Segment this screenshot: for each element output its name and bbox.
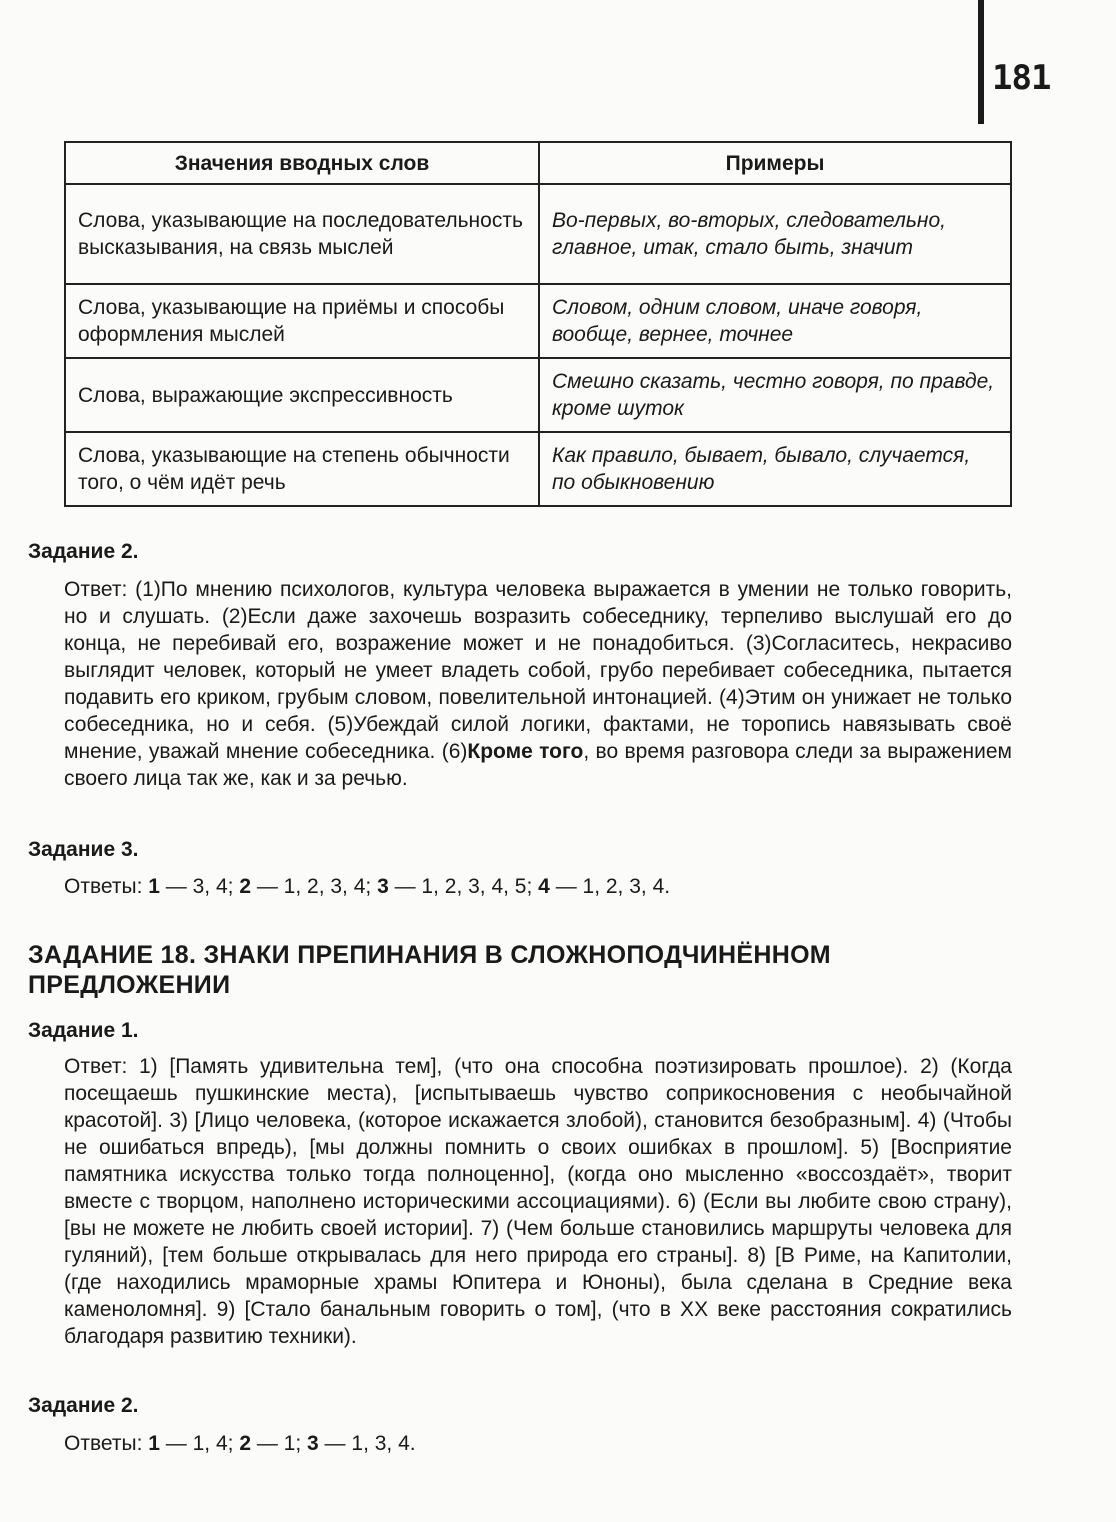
task-1-answer: Ответ: 1) [Память удивительна тем], (что она способна поэтизировать прошлое). 2) (Когда посещаешь пушкинские места), [испытываешь чувство соприкосновения с необычайной красотой]. 3) [Лицо человека, (которое искажается злобой), становится безобразным]. 4) (Чтобы не ошибаться впредь), [мы должны помнить о своих ошибках в прошлом]. 5) [Восприятие памятника искусства только тогда полноценно], (когда оно мысленно «воссоздаёт», творит вместе с творцом, наполнено историческими ассоциациями). 6) (Если вы любите свою страну), [вы не можете не любить своей истории]. 7) (Чем больше становились маршруты человека для гуляний), [тем больше открывалась для него природа его страны]. 8) [В Риме, на Капитолии, (где находились мраморные храмы Юпитера и Юноны), была сделана в Средние века каменоломня]. 9) [Стало банальным говорить о том], (что в XX веке расстояния сократились благодаря развитию техники). (64, 1055, 1012, 1348)
table-header-meanings: Значения вводных слов (65, 142, 539, 184)
page-number: 181 (992, 58, 1051, 98)
table-row (65, 184, 1011, 284)
table-cell-examples: Словом, одним словом, иначе говоря, вообще, вернее, точнее (539, 284, 1011, 358)
answer-values: — 1; (251, 1432, 308, 1455)
answer-values: — 1, 2, 3, 4. (549, 875, 671, 898)
task-1-title: Задание 1. (28, 1019, 139, 1042)
table-cell-meaning: Слова, указывающие на степень обычности того, о чём идёт речь (65, 432, 539, 506)
answer-number: 3 (307, 1432, 319, 1455)
task-2-answer-bold: Кроме того (467, 740, 584, 763)
task-2-title: Задание 2. (28, 540, 139, 563)
table-row (65, 284, 1011, 358)
table-cell-examples: Во-первых, во-вторых, следовательно, главное, итак, стало быть, значит (539, 184, 1011, 284)
table-cell-examples: Смешно сказать, честно говоря, по правде, кроме шуток (539, 358, 1011, 432)
table-row (65, 432, 1011, 506)
table-cell-meaning: Слова, указывающие на приёмы и способы оформления мыслей (65, 284, 539, 358)
table-row (65, 358, 1011, 432)
table-cell-examples: Как правило, бывает, бывало, случается, по обыкновению (539, 432, 1011, 506)
task-2-answer (64, 576, 1012, 792)
introductory-words-table (64, 141, 1012, 507)
answer-number: 3 (377, 875, 389, 898)
table-header-examples: Примеры (539, 142, 1011, 184)
answer-number: 1 (148, 1432, 160, 1455)
answer-values: — 1, 3, 4. (318, 1432, 416, 1455)
table-cell-meaning: Слова, выражающие экспрессивность (65, 358, 539, 432)
task-2-answer-text-end: , во время разговора следи за выражением своего лица так же, как и за речью. (64, 740, 1012, 790)
section-heading: ЗАДАНИЕ 18. ЗНАКИ ПРЕПИНАНИЯ В СЛОЖНОПОДЧИНЁННОМ ПРЕДЛОЖЕНИИ (28, 941, 831, 999)
task-2b-answer (64, 1430, 1012, 1457)
table-cell-meaning: Слова, указывающие на последовательность высказывания, на связь мыслей (65, 184, 539, 284)
answer-values: — 1, 2, 3, 4, 5; (388, 875, 539, 898)
answer-number: 2 (239, 1432, 251, 1455)
answer-number: 4 (538, 875, 550, 898)
task-3-title: Задание 3. (28, 838, 139, 861)
answers-label: Ответы: (64, 1432, 149, 1455)
answer-values: — 1, 4; (159, 1432, 240, 1455)
task-3-answer (64, 873, 1012, 900)
answer-number: 2 (239, 875, 251, 898)
answer-number: 1 (148, 875, 160, 898)
table-header-row (65, 142, 1011, 184)
answers-label: Ответы: (64, 875, 149, 898)
answer-values: — 3, 4; (159, 875, 240, 898)
task-2-answer-text: Ответ: (1)По мнению психологов, культура человека выражается в умении не только говорить, но и слушать. (2)Если даже захочешь возразить собеседнику, терпеливо выслушай его до конца, не перебивай его, возражение может и не понадобиться. (3)Согласитесь, некрасиво выглядит человек, который не умеет владеть собой, грубо перебивает собеседника, пытается подавить его криком, грубым словом, повелительной интонацией. (4)Этим он унижает не только собеседника, но и себя. (5)Убеждай силой логики, фактами, не торопись навязывать своё мнение, уважай мнение собеседника. (6) (64, 578, 1012, 763)
task-2b-title: Задание 2. (28, 1394, 139, 1417)
page-header-rule (978, 0, 984, 124)
answer-values: — 1, 2, 3, 4; (251, 875, 378, 898)
